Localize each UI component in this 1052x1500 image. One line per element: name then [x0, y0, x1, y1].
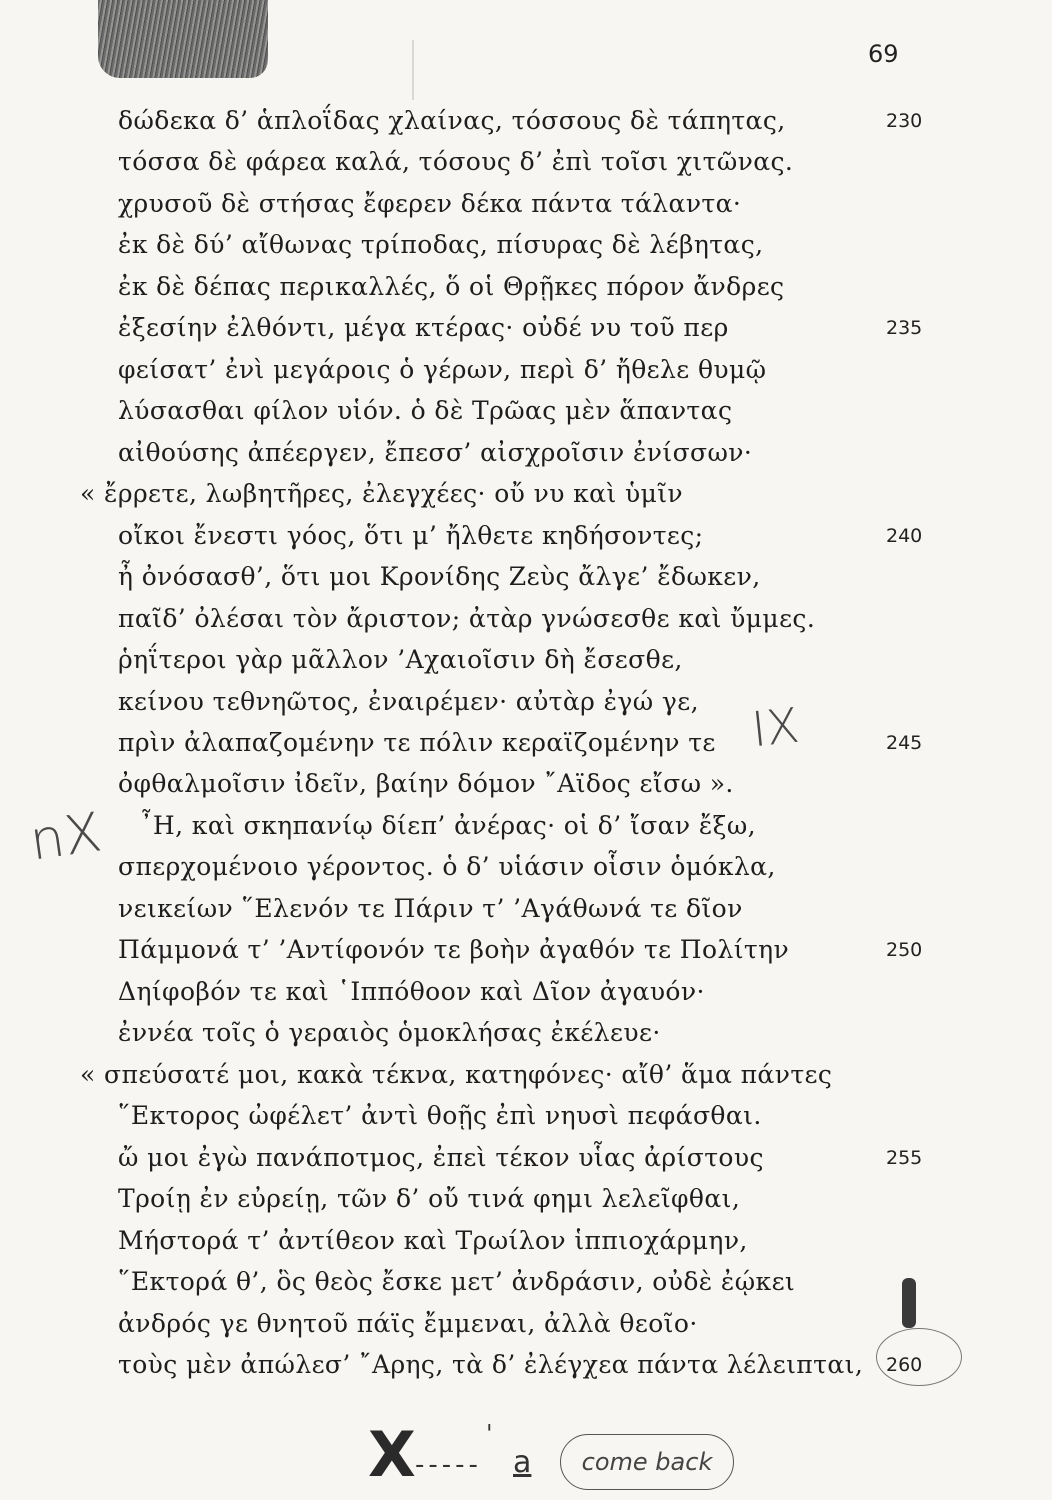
margin-mark-ix: IX — [749, 697, 802, 759]
verse-line: ὀφθαλμοῖσιν ἰδεῖν, βαίην δόμον ῎Αϊδος εἴσω ». — [118, 769, 734, 798]
verse-line: ἐκ δὲ δέπας περικαλλές, ὅ οἱ Θρῇκες πόρον ἄνδρες — [118, 272, 785, 301]
line-number: 235 — [886, 317, 923, 339]
verse-line: ῥηΐτεροι γὰρ μᾶλλον ’Αχαιοῖσιν δὴ ἔσεσθε, — [118, 645, 683, 674]
verse-line: ἐκ δὲ δύ’ αἴθωνας τρίποδας, πίσυρας δὲ λέβητας, — [118, 230, 764, 259]
bottom-x-mark: X — [368, 1418, 416, 1491]
verse-line: Τροίῃ ἐν εὐρείῃ, τῶν δ’ οὔ τινά φημι λελεῖφθαι, — [118, 1184, 741, 1213]
verse-line: ῏Η, καὶ σκηπανίῳ δίεπ’ ἀνέρας· οἱ δ’ ἴσαν ἔξω, — [140, 811, 756, 840]
line-number: 250 — [886, 939, 923, 961]
bottom-a-mark: a — [513, 1445, 532, 1480]
verse-line: ὤ μοι ἐγὼ πανάποτμος, ἐπεὶ τέκον υἷας ἀρίστους — [118, 1143, 764, 1172]
verse-line: σπερχομένοιο γέροντος. ὁ δ’ υἱάσιν οἷσιν ὁμόκλα, — [118, 852, 776, 881]
line-number: 230 — [886, 110, 923, 132]
verse-line: ἐξεσίην ἐλθόντι, μέγα κτέρας· οὐδέ νυ τοῦ περ — [118, 313, 729, 342]
verse-line: ἦ ὀνόσασθ’, ὅτι μοι Κρονίδης Ζεὺς ἄλγε’ ἔδωκεν, — [118, 562, 761, 591]
line-number: 245 — [886, 732, 923, 754]
verse-line: δώδεκα δ’ ἁπλοΐδας χλαίνας, τόσσους δὲ τάπητας, — [118, 106, 786, 135]
line-number: 240 — [886, 525, 923, 547]
verse-line: αἰθούσης ἀπέεργεν, ἔπεσσ’ αἰσχροῖσιν ἐνίσσων· — [118, 438, 753, 467]
verse-line: Πάμμονά τ’ ’Αντίφονόν τε βοὴν ἀγαθόν τε Πολίτην — [118, 935, 790, 964]
verse-line: χρυσοῦ δὲ στήσας ἔφερεν δέκα πάντα τάλαντα· — [118, 189, 742, 218]
paper-clip-mark — [902, 1278, 916, 1328]
verse-line: ῞Εκτορά θ’, ὃς θεὸς ἔσκε μετ’ ἀνδράσιν, οὐδὲ ἐῴκει — [118, 1267, 796, 1296]
verse-line: λύσασθαι φίλον υἱόν. ὁ δὲ Τρῶας μὲν ἅπαντας — [118, 396, 733, 425]
verse-line: ἐννέα τοῖς ὁ γεραιὸς ὁμοκλήσας ἐκέλευε· — [118, 1018, 661, 1047]
verse-line: φείσατ’ ἐνὶ μεγάροις ὁ γέρων, περὶ δ’ ἤθελε θυμῷ — [118, 355, 767, 384]
verse-line: τόσσα δὲ φάρεα καλά, τόσους δ’ ἐπὶ τοῖσι χιτῶνας. — [118, 147, 794, 176]
bottom-tick: ' — [486, 1420, 493, 1448]
verse-line: τοὺς μὲν ἀπώλεσ’ ῎Αρης, τὰ δ’ ἐλέγχεα πάντα λέλειπται, — [118, 1350, 864, 1379]
circle-around-260 — [876, 1328, 962, 1386]
line-number: 255 — [886, 1147, 923, 1169]
verse-line: Μήστορά τ’ ἀντίθεον καὶ Τρωίλον ἱππιοχάρμην, — [118, 1226, 748, 1255]
page-number: 69 — [868, 40, 899, 68]
verse-line: παῖδ’ ὀλέσαι τὸν ἄριστον; ἀτὰρ γνώσεσθε καὶ ὔμμες. — [118, 604, 816, 633]
bottom-dashes: ----- — [415, 1450, 482, 1480]
verse-line: κείνου τεθνηῶτος, ἐναιρέμεν· αὐτὰρ ἐγώ γε, — [118, 687, 699, 716]
verse-line: ἀνδρός γε θνητοῦ πάϊς ἔμμεναι, ἀλλὰ θεοῖο· — [118, 1309, 698, 1338]
verse-line: ῞Εκτορος ὠφέλετ’ ἀντὶ θοῇς ἐπὶ νηυσὶ πεφάσθαι. — [118, 1101, 762, 1130]
margin-mark-nx: nX — [25, 800, 106, 873]
verse-line: νεικείων ῞Ελενόν τε Πάριν τ’ ’Αγάθωνά τε δῖον — [118, 894, 743, 923]
verse-line: Δηίφοβόν τε καὶ ῾Ιππόθοον καὶ Δῖον ἀγαυόν· — [118, 977, 705, 1006]
verse-line: οἴκοι ἔνεστι γόος, ὅτι μ’ ἤλθετε κηδήσοντες; — [118, 521, 704, 550]
line-number: 260 — [886, 1354, 923, 1376]
verse-line: πρὶν ἀλαπαζομένην τε πόλιν κεραϊζομένην τε — [118, 728, 716, 757]
come-back-note: come back — [560, 1434, 734, 1490]
verse-line: « ἔρρετε, λωβητῆρες, ἐλεγχέες· οὔ νυ καὶ ὑμῖν — [80, 479, 684, 508]
verse-line: « σπεύσατέ μοι, κακὰ τέκνα, κατηφόνες· αἴθ’ ἅμα πάντες — [80, 1060, 833, 1089]
